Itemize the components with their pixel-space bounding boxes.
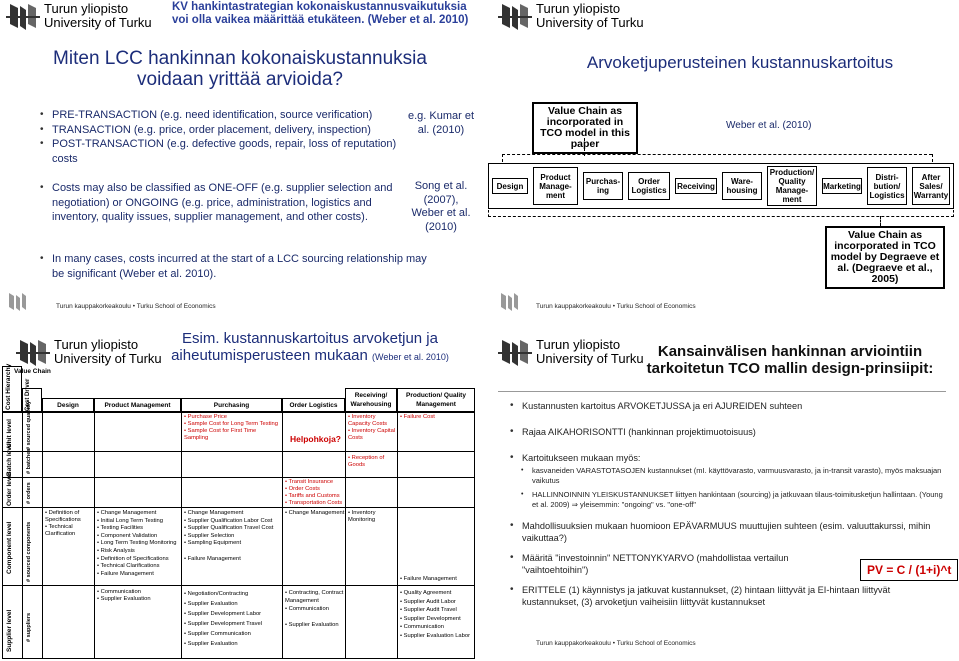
spacer (508, 412, 948, 426)
bracket-tick (502, 154, 503, 162)
step-receiving: Receiving (675, 178, 717, 194)
university-logo (6, 2, 152, 32)
principle-item: • Mahdollisuuksien mukaan huomioon EPÄVARMUUS muuttujien suhteen (esim. valuuttakurssi, mihin vaikuttaa?) (508, 520, 948, 544)
footer-emblem-icon (498, 292, 520, 312)
row-supplier-driver: # suppliers (26, 612, 32, 642)
annotation-helpohkoja: Helpohkoja? (290, 434, 342, 444)
col-sep (181, 412, 182, 659)
row-order-driver: # orders (26, 482, 32, 504)
col-sep (42, 412, 43, 659)
slide-lcc-total-costs (0, 0, 479, 318)
logo-line1: Turun yliopisto (536, 337, 621, 352)
bullet-list-oneoff (38, 181, 403, 225)
step-design: Design (492, 178, 528, 194)
col-sep (397, 412, 398, 659)
bracket-tick (488, 210, 489, 217)
slide-title (630, 343, 950, 377)
row-order-level: Order level (6, 472, 13, 506)
cell-supplier-product-management: • Communication • Supplier Evaluation (97, 589, 151, 602)
logo-line2: University of Turku (536, 351, 644, 366)
col-receiving-warehousing: Receiving/ Warehousing (345, 388, 397, 412)
step-after-sales: After Sales/ Warranty (912, 167, 950, 205)
cost-driver-label: Cost Driver (25, 378, 31, 411)
header-line1: KV hankintastrategian kokonaiskustannusvaikutuksia (172, 1, 467, 13)
cell-component-purchasing: • Change Management • Supplier Qualification Labor Cost • Supplier Qualification Travel Cost • Supplier Selection • Sampling Equipment • Failure Management (184, 510, 274, 562)
col-order-logistics: Order Logistics (282, 398, 345, 412)
cell-supplier-logistics: • Contracting, Contract Management • Communication • Supplier Evaluation (285, 590, 344, 628)
col-purchasing: Purchasing (181, 398, 282, 412)
title-reference: (Weber et al. 2010) (372, 352, 449, 362)
row-unit-level: Unit level (6, 419, 13, 448)
bullet-list-transaction (38, 108, 403, 166)
title-line1: Kansainvälisen hankinnan arviointiin (657, 343, 923, 360)
spacer (508, 438, 948, 452)
row-batch-driver: # batches (26, 448, 32, 474)
cell-unit-production: • Failure Cost (400, 414, 435, 420)
university-emblem-icon (16, 338, 50, 368)
title-line2: tarkoitetun TCO mallin design-prinsiipit: (646, 360, 934, 377)
footer-text: Turun kauppakorkeakoulu • Turku School of Economics (536, 640, 696, 647)
slide-title: Arvoketjuperusteinen kustannuskartoitus (586, 53, 894, 72)
top-bracket-line (502, 154, 932, 155)
logo-line1: Turun yliopisto (54, 337, 139, 352)
university-emblem-icon (6, 2, 40, 32)
title-line2: voidaan yrittää arvioida? (137, 69, 343, 90)
logo-line1: Turun yliopisto (536, 1, 621, 16)
footer-text: Turun kauppakorkeakoulu • Turku School of Economics (56, 303, 216, 310)
logo-line2: University of Turku (44, 15, 152, 30)
title-line1: Esim. kustannuskartoitus arvoketjun ja (182, 330, 438, 347)
row-batch-level: Batch level (6, 441, 13, 476)
step-warehousing: Ware-housing (722, 172, 762, 200)
principle-item: • Kustannusten kartoitus ARVOKETJUSSA ja eri AJUREIDEN suhteen (508, 400, 948, 412)
logo-line2: University of Turku (54, 351, 162, 366)
reference-kumar: e.g. Kumar et al. (2010) (407, 110, 475, 136)
cell-component-receiving: • Inventory Monitoring (348, 510, 376, 523)
step-order-logistics: Order Logistics (628, 172, 670, 200)
reference-weber: Weber et al. (2010) (726, 120, 812, 131)
bullet-item: • TRANSACTION (e.g. price, order placement, delivery, inspection) (38, 123, 403, 138)
cell-supplier-production: • Quality Agreement • Supplier Audit Labor • Supplier Audit Travel • Supplier Development • Communication • Supplier Evaluation Labor (400, 590, 471, 639)
cell-unit-purchasing: • Purchase Price • Sample Cost for Long Term Testing • Sample Cost for First Time Sampling (184, 414, 278, 441)
corner-value-chain: Value Chain (14, 368, 51, 375)
row-frame (2, 478, 475, 508)
bracket-tick (953, 210, 954, 217)
step-distribution-logistics: Distri-bution/ Logistics (867, 167, 907, 205)
spacer (508, 544, 948, 552)
col-production-quality: Production/ Quality Management (397, 388, 475, 412)
row-frame (2, 452, 475, 478)
corner-cost-hierarchy: Cost Hierarchy (5, 363, 12, 410)
bullet-item: • PRE-TRANSACTION (e.g. need identification, source verification) (38, 108, 403, 123)
bottom-bracket-line (488, 216, 954, 217)
col-sep (345, 412, 346, 659)
slide-title (150, 330, 470, 366)
cell-order-logistics: • Transit Insurance • Order Costs • Tariffs and Customs • Transportation Costs (285, 479, 343, 506)
university-emblem-icon (498, 338, 532, 368)
slide-title (20, 48, 460, 90)
bullet-item: • In many cases, costs incurred at the start of a LCC sourcing relationship may be significant (Weber et al. 2010). (38, 252, 438, 281)
value-chain-label-bottom: Value Chain as incorporated in TCO model by Degraeve et al. (Degraeve et al., 2005) (825, 226, 945, 289)
col-sep (22, 412, 23, 659)
cell-unit-receiving: • Inventory Capacity Costs • Inventory Capital Costs (348, 414, 396, 441)
principle-item: • Kartoitukseen mukaan myös: (508, 452, 948, 464)
connector-line (880, 216, 881, 226)
university-logo (498, 2, 644, 32)
reference-song-weber: Song et al. (2007), Weber et al. (2010) (411, 180, 471, 233)
university-logo (498, 338, 644, 368)
slide-value-chain-mapping (480, 0, 959, 318)
slide-cost-mapping-table (0, 324, 479, 661)
title-line2-text: aiheutumisperusteen mukaan (171, 347, 368, 364)
step-production-quality: Production/ Quality Manage-ment (767, 166, 817, 206)
slide-header (172, 1, 468, 27)
title-line2 (150, 347, 470, 366)
row-component-driver: # sourced components (26, 521, 32, 582)
cell-component-logistics: • Change Management (285, 510, 345, 516)
logo-line1: Turun yliopisto (44, 1, 129, 16)
col-sep (94, 412, 95, 659)
col-design: Design (42, 398, 94, 412)
sub-item: • HALLINNOINNIN YLEISKUSTANNUKSET liittyen hankintaan (sourcing) ja jatkuvaan tilaus-toimitusketjun hallintaan. (Young et al. 2009) ⇒ yleisemmin: "ongoing" vs. "one-off" (508, 490, 948, 510)
col-sep (282, 412, 283, 659)
slide-tco-design-principles (480, 324, 959, 661)
principle-item: • Määritä "investoinnin" NETTONYKYARVO (mahdollistaa vertailun "vaihtoehtoihin") (508, 552, 838, 576)
header-line2: voi olla vaikea määrittää etukäteen. (Weber et al. 2010) (172, 14, 469, 26)
cell-component-design: • Definition of Specifications • Technical Clarification (45, 510, 81, 537)
university-logo (16, 338, 162, 368)
col-product-management: Product Management (94, 398, 181, 412)
footer-text: Turun kauppakorkeakoulu • Turku School of Economics (536, 303, 696, 310)
principle-item: • Rajaa AIKAHORISONTTI (hankinnan projektimuotoisuus) (508, 426, 948, 438)
row-unit-driver: # sourced quantity (26, 401, 32, 450)
cell-batch-receiving: • Reception of Goods (348, 455, 385, 468)
title-divider (498, 391, 946, 392)
sub-item: • kasvaneiden VARASTOTASOJEN kustannukset (mI. käyttövarasto, varmuusvarasto, ja in-transit varasto), myös maksuajan vaikutus (508, 466, 948, 486)
university-emblem-icon (498, 2, 532, 32)
bracket-tick (932, 154, 933, 162)
principle-item: • ERITTELE (1) käynnistys ja jatkuvat kustannukset, (2) hintaan liittyvät ja EI-hintaan liittyvät kustannukset, (3) arvoketjun vaiheisiin liittyvät kustannukset (508, 584, 948, 608)
step-marketing: Marketing (822, 178, 862, 194)
cell-supplier-purchasing: • Negotiation/Contracting • Supplier Evaluation • Supplier Development Labor • Supplier Development Travel • Supplier Communication • Supplier Evaluation (184, 591, 263, 647)
cell-component-product-management: • Change Management • Initial Long Term Testing • Testing Facilities • Component Validation • Long Term Testing Monitoring • Risk Analysis • Definition of Specifications • Technical Clarifications • Failure Management (97, 510, 177, 577)
bullet-item: • POST-TRANSACTION (e.g. defective goods, repair, loss of reputation) costs (38, 137, 403, 166)
spacer (508, 510, 948, 520)
logo-line2: University of Turku (536, 15, 644, 30)
bullet-list-start (38, 252, 438, 281)
cell-component-production: • Failure Management (400, 576, 457, 582)
step-purchasing: Purchas-ing (583, 172, 623, 200)
step-product-management: Product Manage-ment (533, 167, 578, 205)
row-supplier-level: Supplier level (6, 609, 13, 652)
row-component-level: Component level (6, 521, 13, 574)
footer-emblem-icon (6, 292, 28, 312)
value-chain-label-top: Value Chain as incorporated in TCO model in this paper (532, 102, 638, 154)
pv-formula: PV = C / (1+i)^t (860, 559, 958, 581)
bullet-item: • Costs may also be classified as ONE-OFF (e.g. supplier selection and negotiation) or ONGOING (e.g. price, administration, logistics and inventory, quality issues, supplier management, and other costs). (38, 181, 403, 225)
title-line1: Miten LCC hankinnan kokonaiskustannuksia (53, 48, 427, 69)
